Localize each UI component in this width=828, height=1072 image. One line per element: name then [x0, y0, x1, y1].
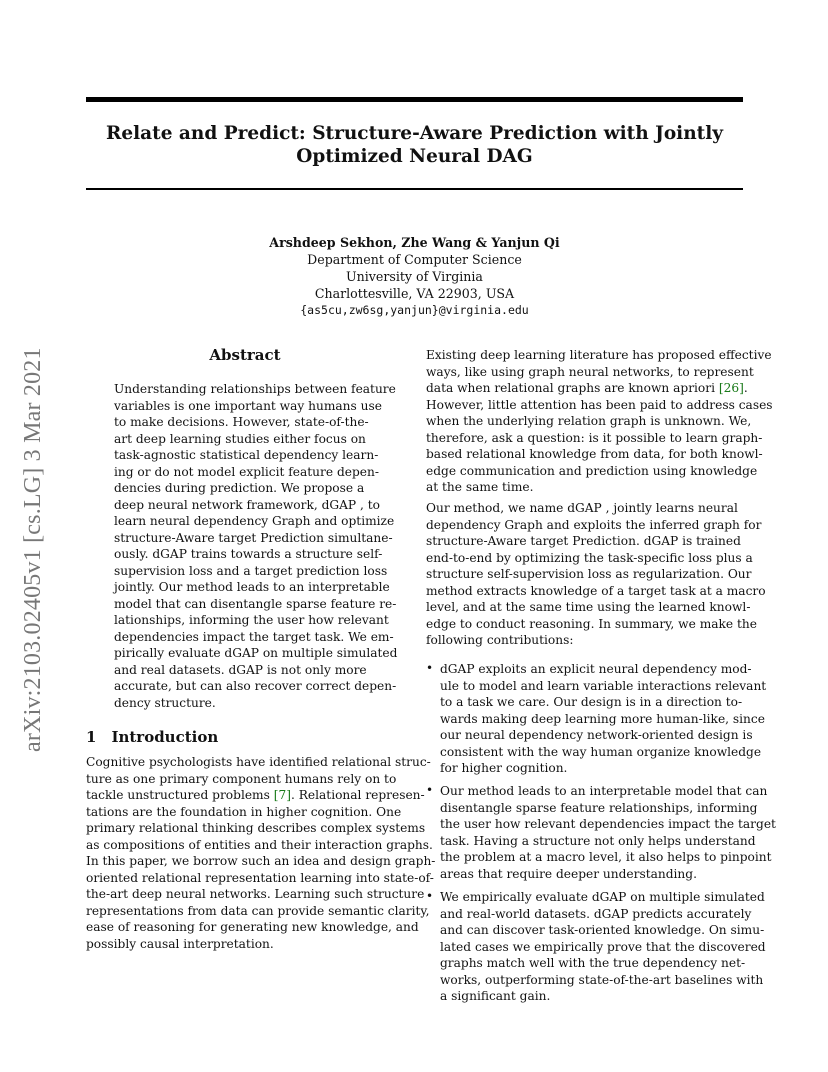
paper-title: [86, 122, 743, 168]
abstract-line: variables is one important way humans use: [114, 398, 382, 413]
abstract-line: jointly. Our method leads to an interpretable: [114, 580, 390, 594]
section-heading-introduction: [86, 728, 218, 746]
bullet3-line: lated cases we empirically prove that the discovered: [440, 939, 766, 954]
bullet3-line: We empirically evaluate dGAP on multiple simulated: [440, 890, 765, 904]
bullet-marker: •: [426, 661, 434, 675]
text-span: .: [743, 381, 748, 395]
author-emails: {as5cu,zw6sg,yanjun}@virginia.edu: [300, 303, 529, 317]
right-para1-line: [426, 380, 748, 396]
right-para2-line: level, and at the same time using the learned knowl-: [426, 600, 751, 614]
intro-line: as compositions of entities and their interaction graphs.: [86, 837, 433, 852]
right-para2-line: method extracts knowledge of a target task at a macro: [426, 583, 766, 598]
abstract-line: dencies during prediction. We propose a: [114, 481, 365, 495]
author-names: Arshdeep Sekhon, Zhe Wang & Yanjun Qi: [269, 235, 560, 250]
abstract-line: accurate, but can also recover correct depen-: [114, 679, 397, 693]
abstract-line: art deep learning studies either focus on: [114, 431, 366, 446]
author-university: University of Virginia: [346, 269, 483, 284]
right-para1-line: ways, like using graph neural networks, to represent: [426, 364, 754, 379]
abstract-line: dependencies impact the target task. We em-: [114, 629, 394, 644]
bullet2-line: areas that require deeper understanding.: [440, 866, 697, 881]
bullet1-line: our neural dependency network-oriented design is: [440, 728, 753, 742]
section-number: 1: [86, 728, 97, 746]
right-para2-line: edge to conduct reasoning. In summary, we make the: [426, 616, 757, 631]
bullet2-line: task. Having a structure not only helps understand: [440, 833, 756, 848]
abstract-line: structure-Aware target Prediction simultane-: [114, 530, 393, 545]
abstract-heading: Abstract: [209, 346, 281, 364]
author-department: Department of Computer Science: [307, 252, 522, 267]
bullet3-line: works, outperforming state-of-the-art baselines with: [440, 972, 764, 987]
bullet3-line: graphs match well with the true dependency net-: [440, 956, 746, 970]
abstract-line: dency structure.: [114, 695, 216, 710]
text-span: data when relational graphs are known apriori: [426, 381, 719, 395]
abstract-line: ously. dGAP trains towards a structure self-: [114, 547, 383, 561]
author-location: Charlottesville, VA 22903, USA: [314, 286, 515, 301]
bullet2-line: the problem at a macro level, it also helps to pinpoint: [440, 850, 772, 864]
abstract-line: task-agnostic statistical dependency learn-: [114, 448, 379, 462]
abstract-line: and real datasets. dGAP is not only more: [114, 662, 367, 677]
bullet1-line: to a task we care. Our design is in a direction to-: [440, 695, 743, 709]
right-para1-line: based relational knowledge from data, for both knowl-: [426, 447, 763, 461]
intro-line: primary relational thinking describes complex systems: [86, 821, 426, 835]
bullet3-line: and real-world datasets. dGAP predicts accurately: [440, 906, 752, 921]
bullet1-line: ule to model and learn variable interactions relevant: [440, 678, 767, 693]
right-para2-line: structure self-supervision loss as regularization. Our: [426, 567, 752, 581]
right-para1-line: Existing deep learning literature has proposed effective: [426, 348, 772, 362]
text-span: tackle unstructured problems: [86, 788, 274, 802]
intro-line: [86, 787, 425, 803]
right-para1-line: when the underlying relation graph is unknown. We,: [426, 414, 752, 428]
abstract-line: deep neural network framework, dGAP , to: [114, 497, 380, 512]
intro-line: possibly causal interpretation.: [86, 936, 274, 951]
abstract-line: supervision loss and a target prediction loss: [114, 563, 388, 578]
right-para1-line: at the same time.: [426, 480, 534, 494]
bullet1-line: wards making deep learning more human-like, since: [440, 711, 765, 726]
abstract-line: learn neural dependency Graph and optimize: [114, 514, 395, 528]
abstract-line: ing or do not model explicit feature depen-: [114, 464, 379, 479]
intro-line-text: [86, 788, 425, 802]
bullet2-line: disentangle sparse feature relationships, informing: [440, 800, 758, 815]
abstract-line: lationships, informing the user how relevant: [114, 613, 389, 627]
citation-link[interactable]: [7]: [273, 788, 291, 802]
abstract-line: pirically evaluate dGAP on multiple simulated: [114, 646, 398, 660]
intro-line: Cognitive psychologists have identified relational struc-: [86, 755, 431, 769]
bullet2-line: Our method leads to an interpretable model that can: [440, 784, 768, 798]
citation-link[interactable]: [26]: [718, 381, 744, 395]
intro-line: In this paper, we borrow such an idea and design graph-: [86, 854, 436, 868]
title-top-rule: [86, 97, 743, 102]
right-para1-line: edge communication and prediction using knowledge: [426, 463, 758, 478]
bullet3-line: and can discover task-oriented knowledge. On simu-: [440, 923, 765, 937]
intro-line: tations are the foundation in higher cognition. One: [86, 804, 402, 819]
intro-line: oriented relational representation learning into state-of-: [86, 870, 434, 885]
bullet3-line: a significant gain.: [440, 989, 551, 1003]
abstract-line: model that can disentangle sparse feature re-: [114, 596, 397, 611]
title-line-1: Relate and Predict: Structure-Aware Prediction with Jointly: [106, 123, 723, 144]
abstract-line: Understanding relationships between feature: [114, 382, 396, 396]
author-block: [86, 234, 743, 319]
bullet1-line: for higher cognition.: [440, 761, 568, 775]
text-span: . Relational represen-: [291, 788, 425, 802]
bullet1-line: dGAP exploits an explicit neural dependency mod-: [440, 662, 752, 676]
right-para2-line: Our method, we name dGAP , jointly learns neural: [426, 501, 738, 515]
intro-line: the-art deep neural networks. Learning such structure: [86, 887, 425, 901]
bullet2-line: the user how relevant dependencies impact the target: [440, 817, 776, 831]
bullet1-line: consistent with the way human organize knowledge: [440, 744, 762, 759]
abstract-line: to make decisions. However, state-of-the-: [114, 415, 369, 429]
intro-line: ture as one primary component humans rely on to: [86, 771, 397, 786]
right-para2-line: end-to-end by optimizing the task-specific loss plus a: [426, 550, 753, 565]
right-para1-line: However, little attention has been paid to address cases: [426, 397, 773, 412]
intro-line: representations from data can provide semantic clarity,: [86, 903, 430, 918]
right-para1-line: therefore, ask a question: is it possible to learn graph-: [426, 430, 763, 445]
right-para2-line: dependency Graph and exploits the inferred graph for: [426, 517, 762, 532]
right-para2-line: structure-Aware target Prediction. dGAP is trained: [426, 534, 741, 548]
intro-line: ease of reasoning for generating new knowledge, and: [86, 920, 419, 934]
title-line-2: Optimized Neural DAG: [296, 146, 533, 167]
title-bottom-rule: [86, 188, 743, 190]
arxiv-stamp: arXiv:2103.02405v1 [cs.LG] 3 Mar 2021: [20, 347, 46, 752]
right-para2-line: following contributions:: [426, 633, 574, 647]
section-title: Introduction: [111, 728, 219, 746]
bullet-marker: •: [426, 889, 434, 903]
bullet-marker: •: [426, 783, 434, 797]
